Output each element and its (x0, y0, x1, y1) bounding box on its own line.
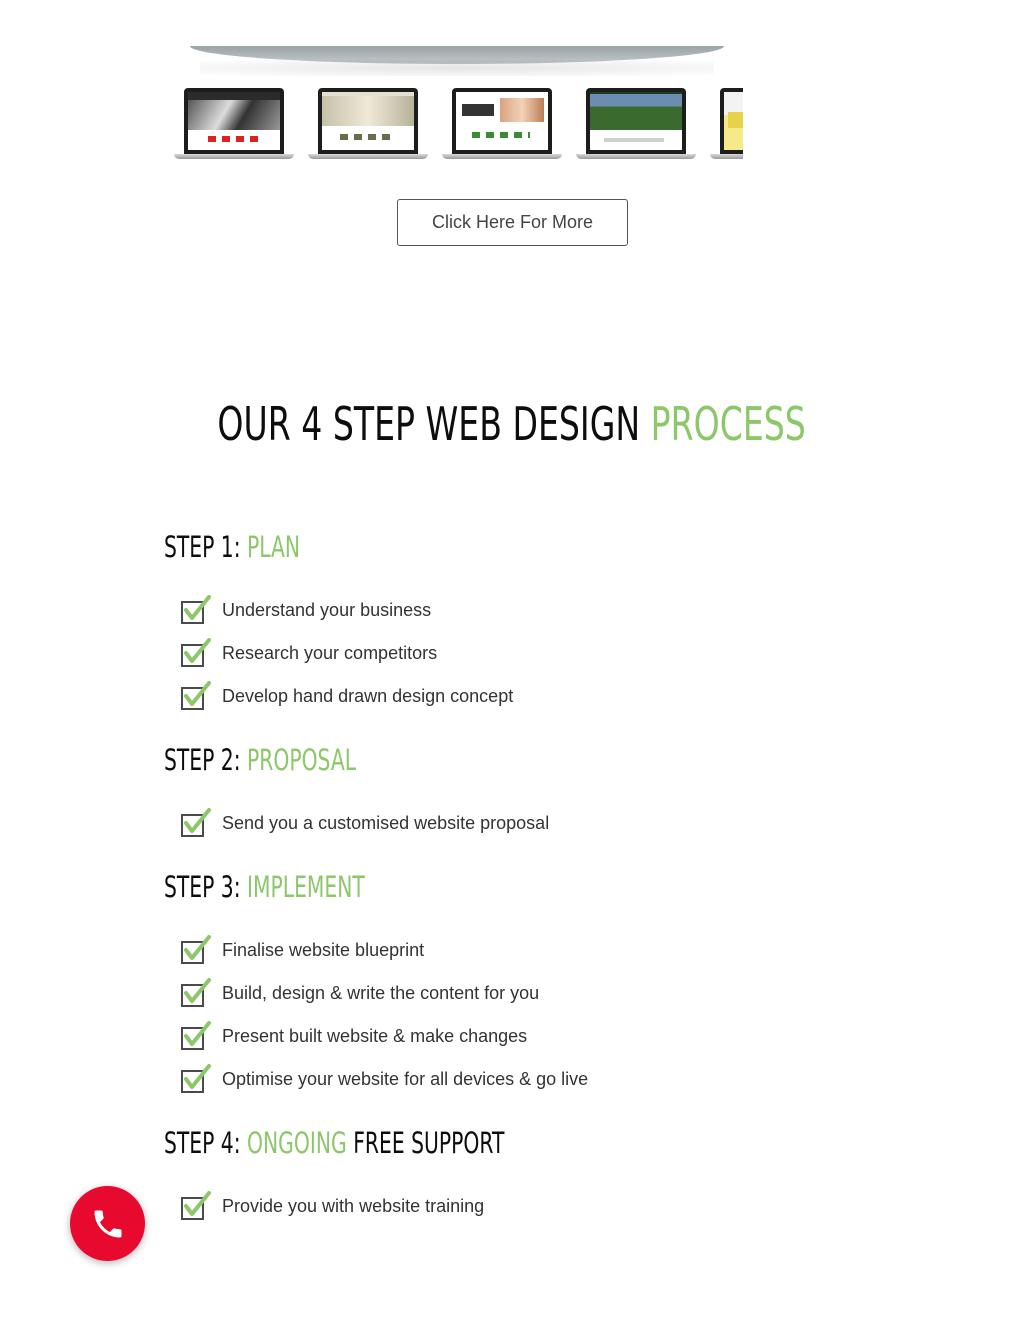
checklist-item-label: Present built website & make changes (222, 1025, 528, 1046)
step-prefix: STEP 1: (164, 530, 241, 564)
checklist-item (180, 595, 431, 625)
checklist-item-label: Optimise your website for all devices & go live (222, 1068, 589, 1089)
checklist-item (180, 681, 513, 711)
step-accent: PROPOSAL (247, 743, 357, 777)
checkbox-check-icon (180, 595, 212, 625)
checklist-item (180, 1064, 588, 1094)
call-button[interactable] (70, 1186, 145, 1261)
checklist-item-label: Finalise website blueprint (222, 939, 425, 960)
checklist-item-label: Research your competitors (222, 642, 438, 663)
checklist-item-label: Develop hand drawn design concept (222, 685, 514, 706)
checkbox-check-icon (180, 681, 212, 711)
portfolio-laptop-thumbnail[interactable] (576, 88, 696, 160)
step-prefix: STEP 4: (164, 1126, 241, 1160)
checklist-item-label: Send you a customised website proposal (222, 812, 550, 833)
checklist-item (180, 935, 424, 965)
checklist-item (180, 978, 539, 1008)
checklist-item-label: Understand your business (222, 599, 432, 620)
step-prefix: STEP 2: (164, 743, 241, 777)
process-title-main: OUR 4 STEP WEB DESIGN (217, 397, 641, 451)
process-title-accent: PROCESS (651, 397, 807, 451)
checkbox-check-icon (180, 1021, 212, 1051)
step-1-title (164, 530, 300, 564)
step-suffix: FREE SUPPORT (353, 1126, 505, 1160)
portfolio-laptop-thumbnail[interactable] (710, 88, 743, 160)
step-2-title (164, 743, 356, 777)
checkbox-check-icon (180, 1064, 212, 1094)
portfolio-laptop-thumbnail[interactable] (442, 88, 562, 160)
checklist-item-label: Provide you with website training (222, 1195, 485, 1216)
checklist-item (180, 808, 549, 838)
checklist-item-label: Build, design & write the content for you (222, 982, 540, 1003)
portfolio-laptop-thumbnail[interactable] (308, 88, 428, 160)
process-section-title (0, 398, 1024, 450)
click-here-for-more-button[interactable]: Click Here For More (397, 199, 628, 246)
step-3-title (164, 870, 365, 904)
checkbox-check-icon (180, 978, 212, 1008)
checklist-item (180, 1021, 527, 1051)
checklist-item (180, 638, 437, 668)
checkbox-check-icon (180, 808, 212, 838)
carousel-shelf-shadow (200, 60, 714, 76)
checkbox-check-icon (180, 1191, 212, 1221)
portfolio-carousel[interactable] (170, 0, 743, 170)
step-accent: PLAN (247, 530, 301, 564)
checklist-item (180, 1191, 484, 1221)
step-prefix: STEP 3: (164, 870, 241, 904)
step-accent: IMPLEMENT (247, 870, 365, 904)
phone-icon (90, 1206, 126, 1242)
checkbox-check-icon (180, 638, 212, 668)
laptop-thumbnails (174, 88, 743, 160)
checkbox-check-icon (180, 935, 212, 965)
portfolio-laptop-thumbnail[interactable] (174, 88, 294, 160)
step-4-title (164, 1126, 504, 1160)
step-accent: ONGOING (247, 1126, 347, 1160)
